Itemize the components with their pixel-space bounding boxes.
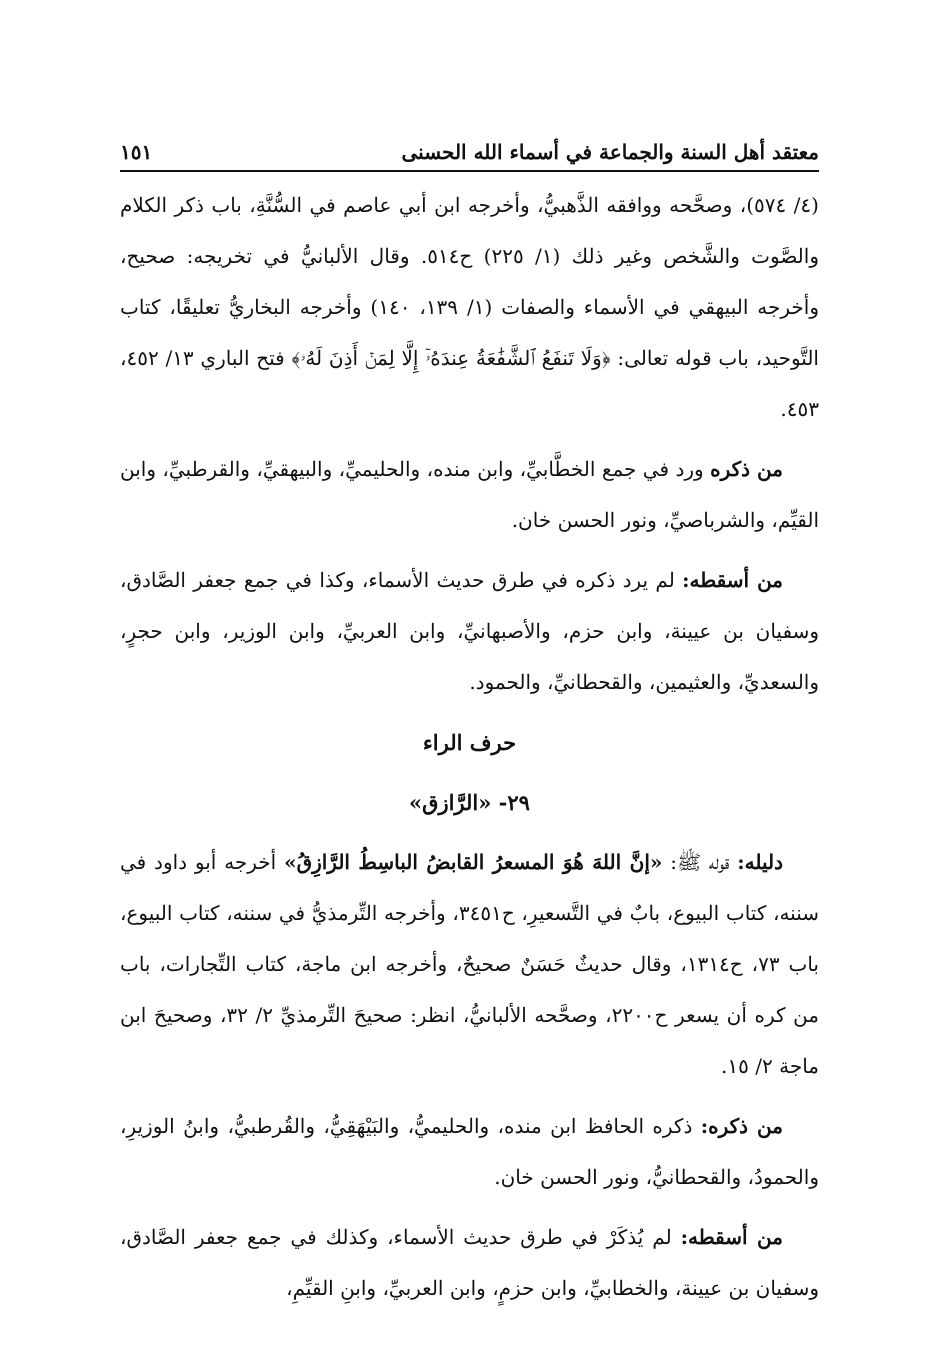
- running-title: معتقد أهل السنة والجماعة في أسماء الله الحسنى: [401, 140, 819, 164]
- page-header: [120, 122, 819, 172]
- paragraph-mentioned-by: [120, 444, 819, 546]
- text-omitted-by-2: لم يُذكَرْ في طرق حديث الأسماء، وكذلك في جمع جعفر الصَّادق، وسفيان بن عيينة، والخطابيِّ، وابن حزمٍ، وابن العربيِّ، وابنِ القيِّمِ،: [120, 1225, 819, 1300]
- evidence-references: أخرجه أبو داود في سننه، كتاب البيوع، بابٌ في التَّسعيرِ، ح٣٤٥١، وأخرجه التِّرمذيُّ في سننه، كتاب البيوع، باب ٧٣، ح١٣١٤، وقال حديثٌ حَسَنٌ صحيحٌ، وأخرجه ابن ماجة، كتاب التِّجارات، باب من كره أن يسعر ح٢٢٠٠، وصحَّحه الألبانيُّ، انظر: صحيحَ التِّرمذيِّ ٢/ ٣٢، وصحيحَ ابن ماجة ٢/ ١٥.: [120, 850, 820, 1078]
- label-omitted-by-2: من أسقطه:: [680, 1225, 783, 1249]
- label-mentioned-by: من ذكره: [710, 457, 783, 481]
- paragraph-evidence: [120, 837, 819, 1092]
- text-mentioned-by-2: ذكره الحافظ ابن منده، والحليميُّ، والبَيْهَقِيُّ، والقُرطبيُّ، وابنُ الوزيرِ، والحمودُ، والقحطانيُّ، ونور الحسن خان.: [120, 1114, 819, 1189]
- page-body: [120, 180, 819, 1323]
- entry-heading: ٢٩- «الرَّازق»: [409, 790, 530, 815]
- text-omitted-by: لم يرد ذكره في طرق حديث الأسماء، وكذا في جمع جعفر الصَّادق، وسفيان بن عيينة، وابن حزم، والأصبهانيِّ، وابن العربيِّ، وابن الوزير، وابن حجرٍ، والسعديِّ، والعثيمين، والقحطانيِّ، والحمود.: [120, 568, 819, 694]
- hadith-quote: «إنَّ اللهَ هُوَ المسعرُ القابضُ الباسِطُ الرَّازِقُ»: [284, 850, 663, 874]
- label-evidence: دليله:: [737, 850, 783, 874]
- footnote-continuation: (٤/ ٥٧٤)، وصحَّحه ووافقه الذَّهبيُّ، وأخرجه ابن أبي عاصم في السُّنَّةِ، باب ذكر الكلام والصَّوت والشَّخص وغير ذلك (١/ ٢٢٥) ح٥١٤. وقال الألبانيُّ في تخريجه: صحيح، وأخرجه البيهقي في الأسماء والصفات (١/ ١٣٩، ١٤٠) وأخرجه البخاريُّ تعليقًا، كتاب التَّوحيد، باب قوله تعالى: ﴿وَلَا تَنفَعُ ٱلشَّفَٰعَةُ عِندَهُۥٓ إِلَّا لِمَنۡ أَذِنَ لَهُۥ﴾ فتح الباري ١٣/ ٤٥٢، ٤٥٣.: [120, 193, 819, 421]
- evidence-intro: قوله ﷺ:: [662, 850, 738, 874]
- page-number: ١٥١: [120, 140, 153, 164]
- label-omitted-by: من أسقطه:: [682, 568, 784, 592]
- paragraph-omitted-by-2: [120, 1212, 819, 1314]
- label-mentioned-by-2: من ذكره:: [700, 1114, 783, 1138]
- paragraph-omitted-by: [120, 555, 819, 708]
- text-mentioned-by: ورد في جمع الخطَّابيِّ، وابن منده، والحليميِّ، والبيهقيِّ، والقرطبيِّ، وابن القيِّم، والشرباصيِّ، ونور الحسن خان.: [120, 457, 819, 532]
- paragraph-mentioned-by-2: [120, 1101, 819, 1203]
- section-heading: حرف الراء: [422, 730, 517, 755]
